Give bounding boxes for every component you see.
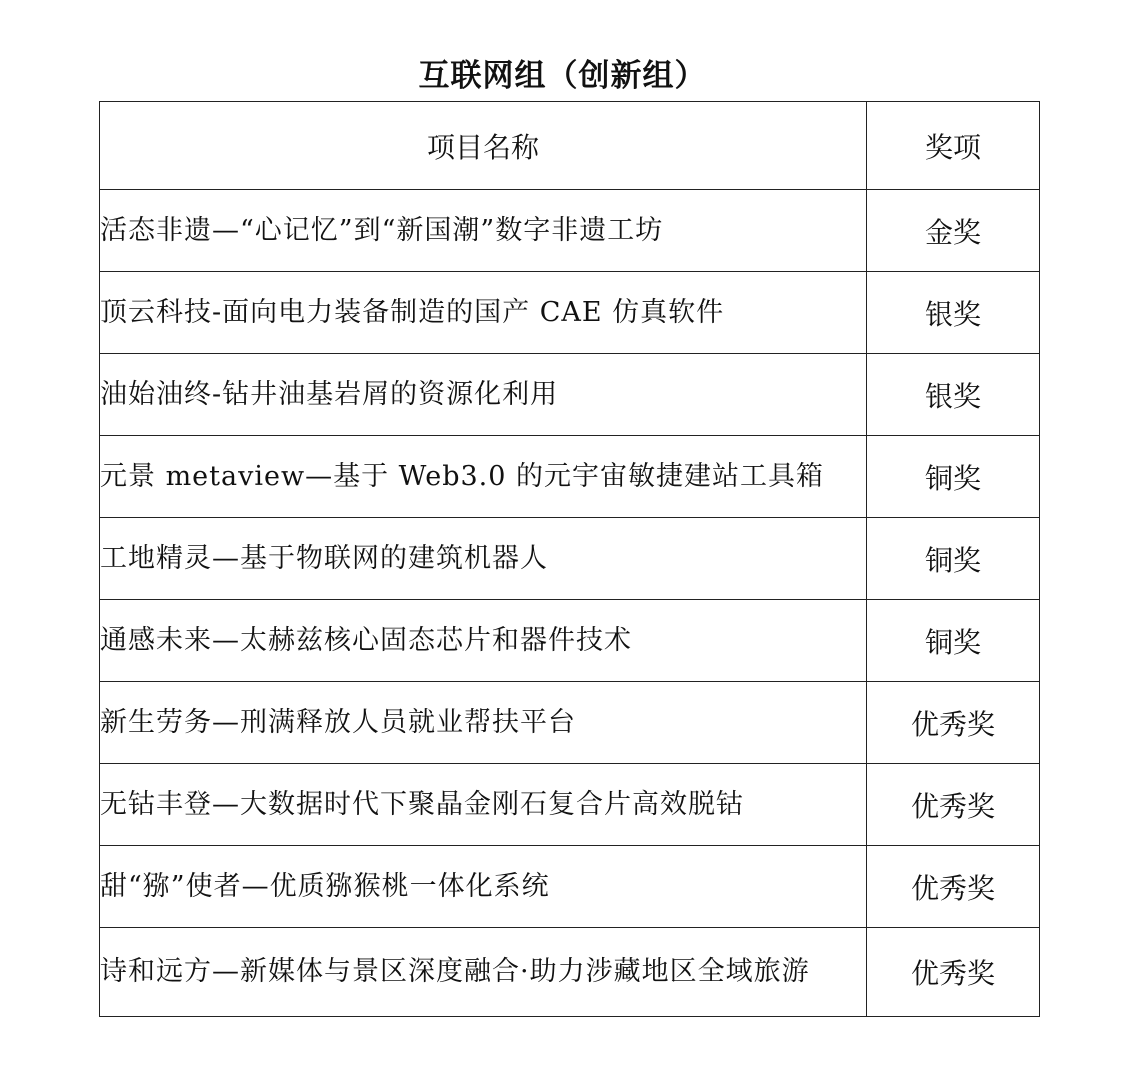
award-cell: 优秀奖 (867, 764, 1040, 846)
project-name-cell: 活态非遗—“心记忆”到“新国潮”数字非遗工坊 (100, 190, 867, 272)
table-row (100, 764, 1040, 846)
project-name-cell: 油始油终-钻井油基岩屑的资源化利用 (100, 354, 867, 436)
project-name-cell: 通感未来—太赫兹核心固态芯片和器件技术 (100, 600, 867, 682)
award-cell: 银奖 (867, 354, 1040, 436)
page-title: 互联网组（创新组） (418, 58, 707, 94)
table-row (100, 518, 1040, 600)
table-row (100, 272, 1040, 354)
table-row (100, 354, 1040, 436)
table-row (100, 436, 1040, 518)
award-cell: 金奖 (867, 190, 1040, 272)
table-row (100, 928, 1040, 1017)
project-name-cell: 诗和远方—新媒体与景区深度融合·助力涉藏地区全域旅游 (100, 928, 867, 1017)
table-row (100, 846, 1040, 928)
award-cell: 优秀奖 (867, 846, 1040, 928)
header-award: 奖项 (867, 102, 1040, 190)
award-cell: 铜奖 (867, 600, 1040, 682)
project-name-cell: 顶云科技-面向电力装备制造的国产 CAE 仿真软件 (100, 272, 867, 354)
table-row (100, 682, 1040, 764)
project-name-cell: 无钴丰登—大数据时代下聚晶金刚石复合片高效脱钴 (100, 764, 867, 846)
project-name-cell: 甜“猕”使者—优质猕猴桃一体化系统 (100, 846, 867, 928)
header-project-name: 项目名称 (100, 102, 867, 190)
project-name-cell: 新生劳务—刑满释放人员就业帮扶平台 (100, 682, 867, 764)
table-row (100, 190, 1040, 272)
award-cell: 优秀奖 (867, 682, 1040, 764)
award-cell: 银奖 (867, 272, 1040, 354)
award-cell: 铜奖 (867, 518, 1040, 600)
table-header-row (100, 102, 1040, 190)
award-cell: 优秀奖 (867, 928, 1040, 1017)
project-name-cell: 工地精灵—基于物联网的建筑机器人 (100, 518, 867, 600)
awards-table (99, 101, 1040, 1017)
award-cell: 铜奖 (867, 436, 1040, 518)
table-row (100, 600, 1040, 682)
project-name-cell: 元景 metaview—基于 Web3.0 的元宇宙敏捷建站工具箱 (100, 436, 867, 518)
